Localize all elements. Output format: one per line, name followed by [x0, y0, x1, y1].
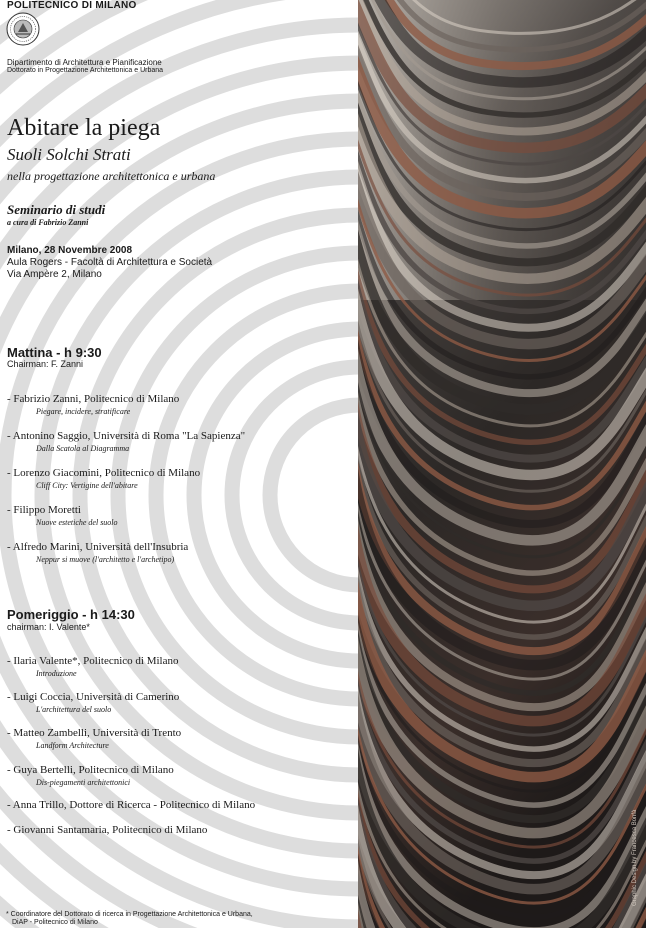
talk-title: Neppur si muove (l'architetto e l'archetipo) — [36, 555, 175, 564]
talk-title: Dalla Scatola al Diagramma — [36, 444, 130, 453]
university-seal-icon — [6, 12, 40, 46]
event-type: Seminario di studi — [7, 202, 106, 217]
talk-title: Cliff City: Vertigine dell'abitare — [36, 481, 138, 490]
layered-stone-photo — [358, 0, 646, 928]
event-title: Abitare la piega — [7, 115, 161, 141]
speaker-name: - Anna Trillo, Dottore di Ricerca - Politecnico di Milano — [7, 799, 256, 811]
morning-chairman: Chairman: F. Zanni — [7, 359, 84, 369]
footnote: DiAP - Politecnico di Milano — [12, 919, 98, 926]
speaker-name: - Lorenzo Giacomini, Politecnico di Milano — [7, 467, 201, 479]
morning-heading: Mattina - h 9:30 — [7, 345, 102, 360]
event-address: Via Ampère 2, Milano — [7, 269, 102, 280]
department-name: Dipartimento di Architettura e Pianificazione — [7, 58, 162, 67]
event-venue: Aula Rogers - Facoltà di Architettura e Società — [7, 257, 213, 268]
event-date: Milano, 28 Novembre 2008 — [7, 245, 133, 256]
talk-title: Introduzione — [36, 669, 77, 678]
talk-title: Nuove estetiche del suolo — [36, 518, 118, 527]
speaker-name: - Antonino Saggio, Università di Roma "La Sapienza" — [7, 430, 246, 442]
speaker-name: - Fabrizio Zanni, Politecnico di Milano — [7, 393, 180, 405]
event-subtitle-secondary: nella progettazione architettonica e urbana — [7, 169, 216, 183]
footnote: * Coordinatore del Dottorato di ricerca in Progettazione Architettonica e Urbana, — [6, 911, 253, 918]
doctorate-name: Dottorato in Progettazione Architettonica e Urbana — [7, 67, 164, 74]
speaker-name: - Filippo Moretti — [7, 504, 81, 516]
talk-title: Landform Architecture — [36, 741, 109, 750]
speaker-name: - Giovanni Santamaria, Politecnico di Milano — [7, 824, 208, 836]
speaker-name: - Luigi Coccia, Università di Camerino — [7, 691, 180, 703]
speaker-name: - Matteo Zambelli, Università di Trento — [7, 727, 182, 739]
university-name: POLITECNICO DI MILANO — [7, 0, 137, 11]
afternoon-chairman: chairman: I. Valente* — [7, 622, 90, 632]
speaker-name: - Alfredo Marini, Università dell'Insubria — [7, 541, 189, 553]
event-subtitle: Suoli Solchi Strati — [7, 145, 131, 164]
speaker-name: - Ilaria Valente*, Politecnico di Milano — [7, 655, 179, 667]
speaker-name: - Guya Bertelli, Politecnico di Milano — [7, 764, 174, 776]
talk-title: L'architettura del suolo — [36, 705, 112, 714]
design-credit: Graphic Design by Francesca Bonfà — [632, 809, 638, 906]
event-curator: a cura di Fabrizio Zanni — [7, 218, 89, 227]
talk-title: Piegare, incidere, stratificare — [36, 407, 131, 416]
afternoon-heading: Pomeriggio - h 14:30 — [7, 607, 135, 622]
talk-title: Dis-piegamenti architettonici — [36, 778, 131, 787]
